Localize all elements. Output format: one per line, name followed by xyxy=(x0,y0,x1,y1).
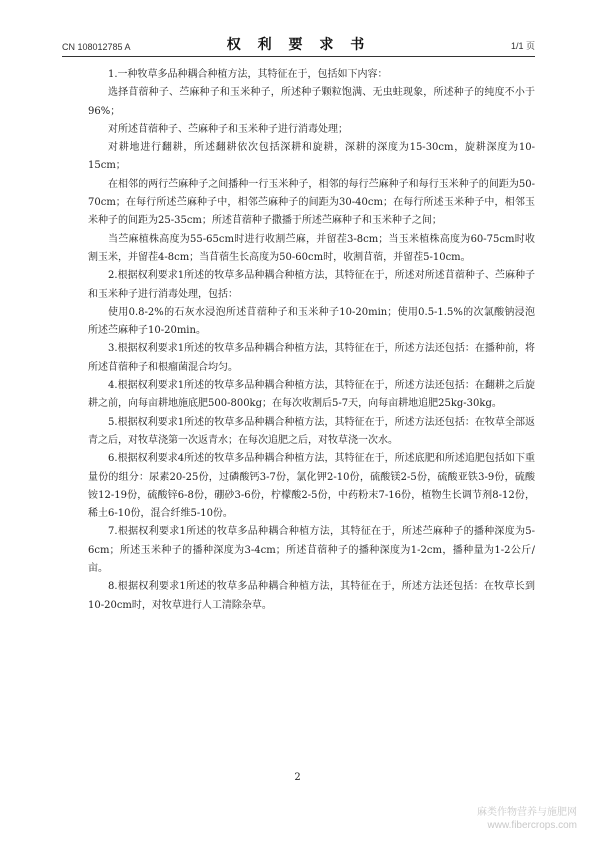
claim-paragraph: 8.根据权利要求1所述的牧草多品种耦合种植方法，其特征在于，所述方法还包括：在牧草长到10-20cm时，对牧草进行人工清除杂草。 xyxy=(88,581,535,611)
page-indicator: 1/1 页 xyxy=(510,41,535,51)
claim-paragraph: 当苎麻植株高度为55-65cm时进行收割苎麻，并留茬3-8cm；当玉米植株高度为60-75cm时收割玉米，并留茬4-8cm；当苜蓿生长高度为50-60cm时，收割苜蓿，并留茬5-10cm。 xyxy=(88,233,535,263)
claim-paragraph: 7.根据权利要求1所述的牧草多品种耦合种植方法，其特征在于，所述苎麻种子的播种深度为5-6cm；所述玉米种子的播种深度为3-4cm；所述苜蓿种子的播种深度为1-2cm，播种量为1-2公斤/亩。 xyxy=(88,526,535,575)
claim-paragraph: 对所述苜蓿种子、苎麻种子和玉米种子进行消毒处理； xyxy=(108,123,348,135)
claims-body xyxy=(88,66,535,615)
claim-paragraph: 在相邻的两行苎麻种子之间播种一行玉米种子，相邻的每行苎麻种子和每行玉米种子的间距为50-70cm；在每行所述苎麻种子中，相邻苎麻种子的间距为30-40cm；在每行所述玉米种子中，相邻玉米种子的间距为25-35cm；所述苜蓿种子撒播于所述苎麻种子和玉米种子之间； xyxy=(88,178,535,227)
watermark-site-name: 麻类作物营养与施肥网 xyxy=(477,807,577,818)
page-title: 权 利 要 求 书 xyxy=(226,37,371,53)
claim-paragraph: 3.根据权利要求1所述的牧草多品种耦合种植方法，其特征在于，所述方法还包括：在播种前，将所述苜蓿种子和根瘤菌混合均匀。 xyxy=(88,343,535,373)
claim-paragraph: 1.一种牧草多品种耦合种植方法，其特征在于，包括如下内容： xyxy=(108,69,388,80)
claim-paragraph: 使用0.8-2%的石灰水浸泡所述苜蓿种子和玉米种子10-20min；使用0.5-1.5%的次氯酸钠浸泡所述苎麻种子10-20min。 xyxy=(88,306,535,337)
document-header xyxy=(62,34,535,57)
claim-paragraph: 对耕地进行翻耕，所述翻耕依次包括深耕和旋耕，深耕的深度为15-30cm，旋耕深度为10-15cm； xyxy=(88,142,535,172)
claim-paragraph: 6.根据权利要求4所述的牧草多品种耦合种植方法，其特征在于，所述底肥和所述追肥包括如下重量份的组分：尿素20-25份，过磷酸钙3-7份，氯化钾2-10份，硫酸镁2-5份，硫酸亚铁3-9份，硫酸铵12-19份，硫酸锌6-8份，硼砂3-6份，柠檬酸2-5份，中药粉末7-16份，植物生长调节剂8-12份，稀土6-10份，混合纤维5-10份。 xyxy=(88,453,535,520)
watermark-url: www.fibercrops.com xyxy=(487,820,577,831)
claim-paragraph: 4.根据权利要求1所述的牧草多品种耦合种植方法，其特征在于，所述方法还包括：在翻耕之后旋耕之前，向每亩耕地施底肥500-800kg；在每次收割后5-7天，向每亩耕地追肥25kg-30kg。 xyxy=(88,380,535,410)
patent-number: CN 108012785 A xyxy=(62,42,131,52)
claim-paragraph: 5.根据权利要求1所述的牧草多品种耦合种植方法，其特征在于，所述方法还包括：在牧草全部返青之后，对牧草浇第一次返青水；在每次追肥之后，对牧草浇一次水。 xyxy=(88,416,535,446)
claim-paragraph: 2.根据权利要求1所述的牧草多品种耦合种植方法，其特征在于，所述对所述苜蓿种子、苎麻种子和玉米种子进行消毒处理，包括： xyxy=(88,270,535,300)
claim-paragraph: 选择苜蓿种子、苎麻种子和玉米种子，所述种子颗粒饱满、无虫蛀现象，所述种子的纯度不小于96%； xyxy=(88,87,535,117)
footer-page-number: 2 xyxy=(294,772,301,783)
watermark xyxy=(477,806,577,832)
